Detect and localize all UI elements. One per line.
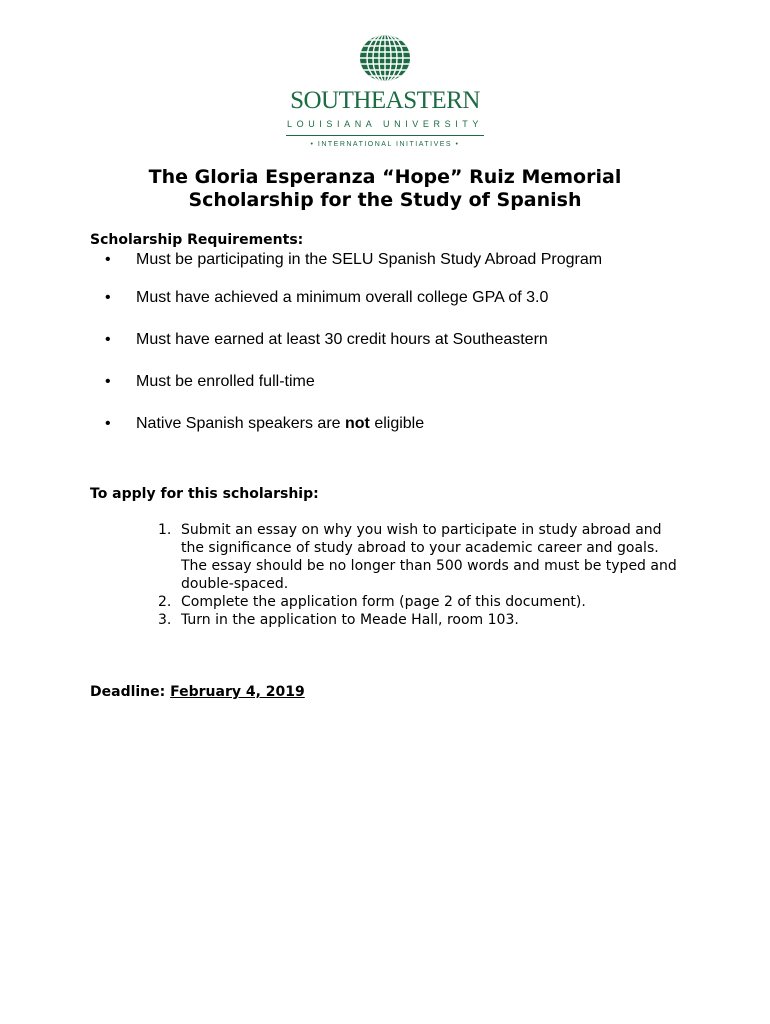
deadline-label: Deadline:	[90, 684, 166, 700]
requirement-text: Must be enrolled full-time	[136, 373, 315, 390]
logo-tagline: • INTERNATIONAL INITIATIVES •	[310, 141, 460, 148]
title-line-1: The Gloria Esperanza “Hope” Ruiz Memorial	[148, 166, 622, 188]
requirement-text	[136, 414, 424, 434]
requirements-heading: Scholarship Requirements:	[90, 232, 304, 248]
list-item	[158, 593, 678, 611]
logo-subwordmark: LOUISIANA UNIVERSITY	[286, 119, 484, 129]
requirement-emphasis: not	[345, 415, 370, 432]
step-number: 3.	[158, 612, 172, 628]
bullet-icon: •	[105, 251, 111, 268]
step-text: Turn in the application to Meade Hall, room 103.	[181, 612, 519, 628]
title-line-2: Scholarship for the Study of Spanish	[188, 189, 582, 211]
bullet-icon: •	[105, 289, 111, 306]
list-item	[158, 521, 678, 593]
step-number: 1.	[158, 522, 172, 538]
application-steps	[158, 521, 678, 629]
university-logo	[280, 34, 490, 152]
deadline	[90, 683, 305, 701]
bullet-icon: •	[105, 331, 111, 348]
bullet-icon: •	[105, 373, 111, 390]
bullet-icon: •	[105, 415, 111, 432]
globe-icon	[359, 34, 411, 82]
requirement-text: Must have earned at least 30 credit hours at Southeastern	[136, 331, 548, 348]
requirement-text: Must be participating in the SELU Spanish Study Abroad Program	[136, 251, 603, 268]
step-text: Complete the application form (page 2 of this document).	[181, 594, 586, 610]
requirement-text-before: Native Spanish speakers are	[136, 415, 345, 432]
logo-divider	[286, 135, 484, 136]
logo-wordmark: SOUTHEASTERN	[290, 87, 480, 114]
step-text: Submit an essay on why you wish to participate in study abroad and the significance of study abroad to your academic career and goals. The essay should be no longer than 500 words and must be typed and double-spaced.	[181, 522, 677, 592]
deadline-date: February 4, 2019	[170, 684, 305, 700]
step-number: 2.	[158, 594, 172, 610]
list-item	[158, 611, 678, 629]
document-title	[85, 166, 685, 212]
requirement-text: Must have achieved a minimum overall college GPA of 3.0	[136, 289, 549, 306]
requirement-text-after: eligible	[369, 415, 425, 432]
apply-heading: To apply for this scholarship:	[90, 486, 319, 502]
